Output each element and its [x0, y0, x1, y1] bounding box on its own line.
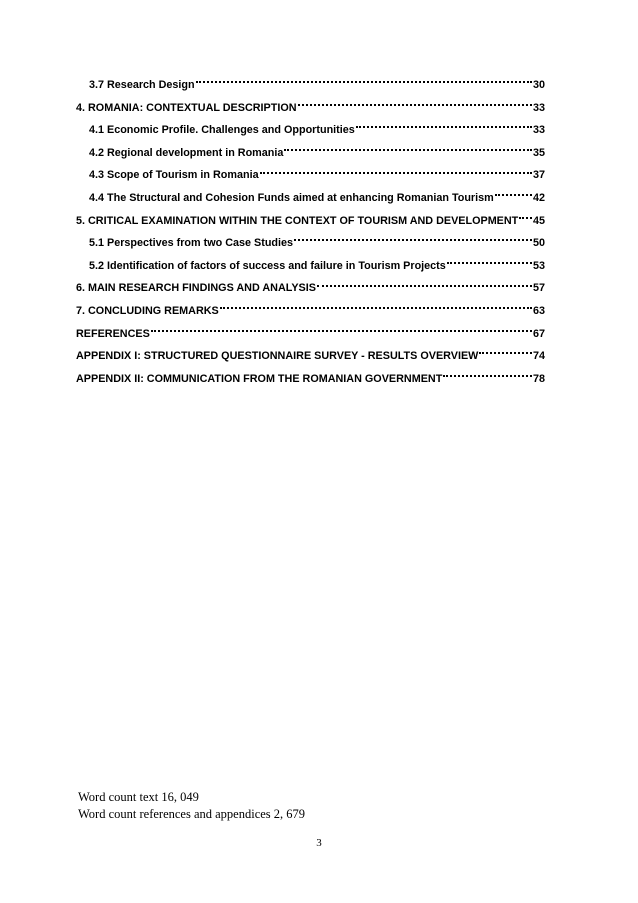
toc-entry-page: 63 — [532, 304, 545, 317]
toc-entry-page: 53 — [532, 259, 545, 272]
dot-leader — [298, 104, 532, 106]
toc-entry-title: 4. ROMANIA: CONTEXTUAL DESCRIPTION — [76, 101, 297, 114]
toc-entry-page: 67 — [532, 327, 545, 340]
dot-leader — [317, 285, 532, 287]
dot-leader — [151, 330, 532, 332]
page-number: 3 — [316, 837, 322, 849]
toc-entry-title: 4.4 The Structural and Cohesion Funds aimed at enhancing Romanian Tourism — [89, 191, 494, 204]
toc-entry-title: 5. CRITICAL EXAMINATION WITHIN THE CONTEXT OF TOURISM AND DEVELOPMENT — [76, 214, 519, 227]
toc-entry-page: 35 — [532, 146, 545, 159]
toc-entry-title: APPENDIX II: COMMUNICATION FROM THE ROMANIAN GOVERNMENT — [76, 372, 443, 385]
dot-leader — [260, 172, 532, 174]
word-count-references: Word count references and appendices 2, 679 — [78, 807, 306, 821]
toc-entry-title: 4.1 Economic Profile. Challenges and Opportunities — [89, 124, 355, 137]
toc-entry-4[interactable] — [76, 97, 545, 120]
toc-entry-7[interactable] — [76, 300, 545, 323]
dot-leader — [443, 375, 532, 377]
toc-entry-page: 45 — [532, 214, 545, 227]
toc-entry-page: 78 — [532, 372, 545, 385]
toc-entry-5-2[interactable] — [76, 255, 545, 278]
toc-entry-page: 30 — [532, 79, 545, 91]
toc-entry-4-4[interactable] — [76, 187, 545, 210]
toc-entry-page: 50 — [532, 237, 545, 250]
toc-entry-title: 4.3 Scope of Tourism in Romania — [89, 169, 259, 182]
toc-entry-4-1[interactable] — [76, 119, 545, 142]
toc-entry-page: 37 — [532, 169, 545, 182]
toc-entry-title: REFERENCES — [76, 327, 150, 340]
toc-entry-page: 74 — [532, 350, 545, 363]
toc-entry-title: 5.2 Identification of factors of success and failure in Tourism Projects — [89, 259, 446, 272]
toc-entry-title: 4.2 Regional development in Romania — [89, 146, 284, 159]
toc-entry-3-7[interactable] — [76, 74, 545, 97]
toc-entry-4-2[interactable] — [76, 142, 545, 165]
toc-entry-5-1[interactable] — [76, 232, 545, 255]
toc-entry-5[interactable] — [76, 210, 545, 233]
toc-entry-title: 5.1 Perspectives from two Case Studies — [89, 237, 294, 250]
toc-entry-title: 6. MAIN RESEARCH FINDINGS AND ANALYSIS — [76, 282, 316, 295]
toc-entry-4-3[interactable] — [76, 164, 545, 187]
toc-entry-references[interactable] — [76, 323, 545, 346]
toc-entry-title: 3.7 Research Design — [89, 79, 195, 91]
dot-leader — [284, 149, 532, 151]
toc-entry-page: 33 — [532, 124, 545, 137]
dot-leader — [196, 81, 532, 83]
toc-entry-page: 33 — [532, 101, 545, 114]
dot-leader — [447, 262, 532, 264]
word-count-block — [78, 789, 305, 823]
dot-leader — [294, 239, 532, 241]
toc-entry-appendix-2[interactable] — [76, 368, 545, 391]
toc-entry-6[interactable] — [76, 277, 545, 300]
dot-leader — [519, 217, 532, 219]
dot-leader — [479, 352, 532, 354]
toc-entry-appendix-1[interactable] — [76, 345, 545, 368]
dot-leader — [495, 194, 532, 196]
toc-entry-page: 42 — [532, 191, 545, 204]
toc-entry-title: APPENDIX I: STRUCTURED QUESTIONNAIRE SURVEY - RESULTS OVERVIEW — [76, 350, 479, 363]
table-of-contents — [76, 74, 545, 390]
dot-leader — [220, 307, 532, 309]
toc-entry-page: 57 — [532, 282, 545, 295]
toc-entry-title: 7. CONCLUDING REMARKS — [76, 304, 219, 317]
dot-leader — [356, 126, 532, 128]
word-count-text: Word count text 16, 049 — [78, 790, 199, 804]
